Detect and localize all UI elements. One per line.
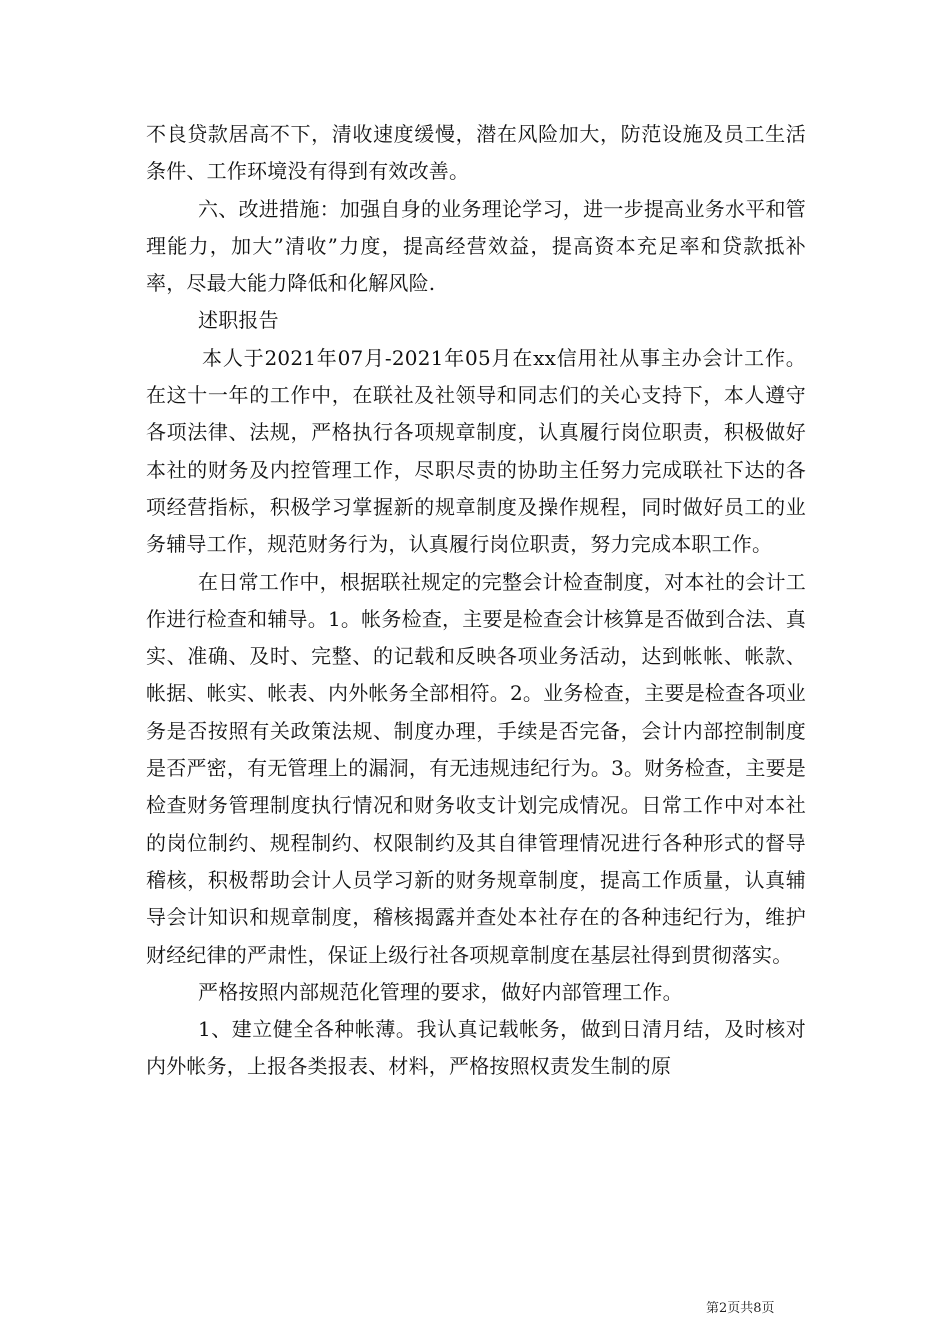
page-number: 第2页共8页: [706, 1301, 775, 1316]
paragraph-accounting-inspection: 在日常工作中，根据联社规定的完整会计检查制度，对本社的会计工作进行检查和辅导。1。帐务检查，主要是检查会计核算是否做到合法、真实、准确、及时、完整、的记载和反映各项业务活动，达到帐帐、帐款、帐据、帐实、帐表、内外帐务全部相符。2。业务检查，主要是检查各项业务是否按照有关政策法规、制度办理，手续是否完备，会计内部控制制度是否严密，有无管理上的漏洞，有无违规违纪行为。3。财务检查，主要是检查财务管理制度执行情况和财务收支计划完成情况。日常工作中对本社的岗位制约、规程制约、权限制约及其自律管理情况进行各种形式的督导稽核，积极帮助会计人员学习新的财务规章制度，提高工作质量，认真辅导会计知识和规章制度，稽核揭露并查处本社存在的各种违纪行为，维护财经纪律的严肃性，保证上级行社各项规章制度在基层社得到贯彻落实。: [146, 569, 806, 967]
paragraph-personal-introduction: 本人于2021年07月-2021年05月在xx信用社从事主办会计工作。在这十一年的工作中，在联社及社领导和同志们的关心支持下，本人遵守各项法律、法规，严格执行各项规章制度，认真履行岗位职责，积极做好本社的财务及内控管理工作，尽职尽责的协助主任努力完成联社下达的各项经营指标，积极学习掌握新的规章制度及操作规程，同时做好员工的业务辅导工作，规范财务行为，认真履行岗位职责，努力完成本职工作。: [146, 345, 806, 557]
section-heading-report: 述职报告: [198, 308, 279, 333]
document-body: [146, 116, 806, 1086]
paragraph-ledger-setup: 1、建立健全各种帐薄。我认真记载帐务，做到日清月结，及时核对内外帐务，上报各类报表、材料，严格按照权责发生制的原: [146, 1017, 806, 1079]
paragraph-improvement-measures: 六、改进措施：加强自身的业务理论学习，进一步提高业务水平和管理能力，加大”清收”力度，提高经营效益，提高资本充足率和贷款抵补率，尽最大能力降低和化解风险.: [146, 196, 806, 296]
paragraph-internal-management: 严格按照内部规范化管理的要求，做好内部管理工作。: [198, 979, 683, 1004]
paragraph-risk-summary: 不良贷款居高不下，清收速度缓慢，潜在风险加大，防范设施及员工生活条件、工作环境没有得到有效改善。: [146, 122, 806, 184]
